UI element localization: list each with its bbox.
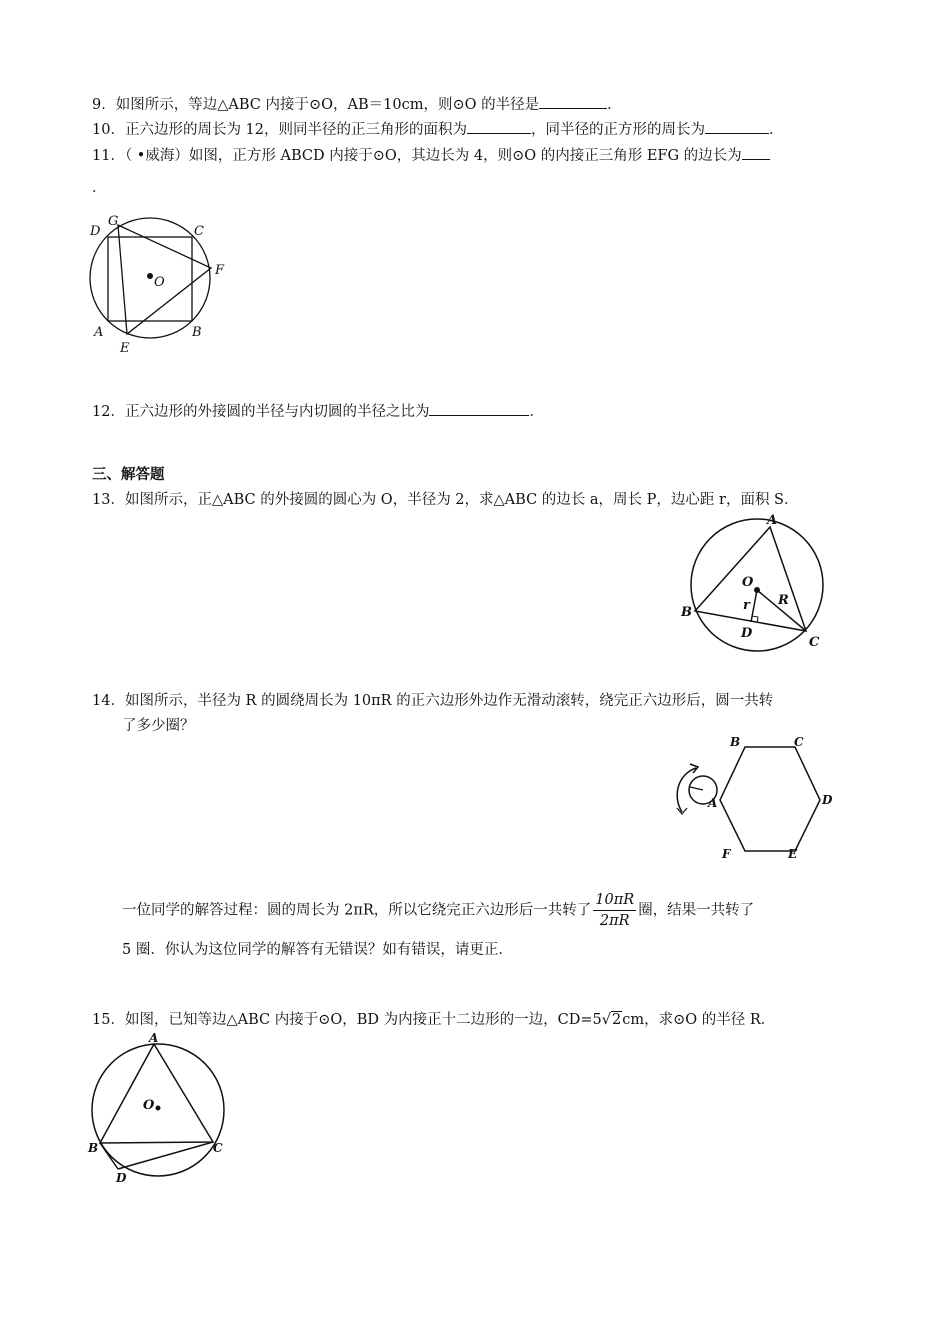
label-a: A (149, 1031, 159, 1045)
question-14-solution-cont: 5 圈．你认为这位同学的解答有无错误？如有错误，请更正． (122, 942, 513, 958)
label-a: A (708, 796, 718, 810)
question-14-cont: 了多少圈？ (122, 718, 195, 734)
label-a: A (767, 513, 778, 528)
fraction-denominator: 2πR (599, 913, 630, 929)
question-11 (92, 145, 770, 166)
label-b: B (88, 1141, 99, 1155)
center-point (754, 587, 760, 593)
period: ． (607, 97, 622, 113)
question-11-cont: ． (92, 180, 107, 196)
center-point (156, 1106, 161, 1111)
sqrt-symbol: √2 (601, 1012, 622, 1028)
figure-11 (80, 210, 240, 360)
segment-od (751, 590, 757, 622)
segment-bd (100, 1143, 118, 1169)
label-f: F (215, 263, 225, 278)
figure-14 (660, 730, 840, 865)
label-f: F (722, 847, 731, 861)
solution-text-post: 圈，结果一共转了 (638, 902, 755, 919)
answer-blank[interactable] (429, 401, 529, 416)
label-r-upper: R (778, 593, 789, 608)
figure-13 (675, 510, 835, 655)
question-15-text-post: cm，求⊙O 的半径 R． (622, 1012, 776, 1028)
solution-text: 一位同学的解答过程：圆的周长为 2πR，所以它绕完正六边形后一共转了 (122, 902, 592, 919)
label-c: C (794, 735, 804, 749)
label-c: C (194, 224, 204, 239)
answer-blank[interactable] (705, 119, 769, 134)
label-d: D (741, 626, 753, 641)
section-title: 三、解答题 (92, 466, 165, 483)
question-14-solution (122, 890, 754, 931)
label-e: E (120, 341, 130, 356)
segment-dc (118, 1142, 213, 1169)
radius-line (690, 787, 703, 790)
label-g: G (108, 214, 119, 229)
label-r-lower: r (743, 598, 750, 613)
question-10-mid: ，同半径的正方形的周长为 (531, 122, 706, 138)
fraction-numerator: 10πR (593, 890, 636, 911)
figure-15 (82, 1030, 242, 1190)
label-d: D (90, 224, 101, 239)
question-12-text: 12．正六边形的外接圆的半径与内切圆的半径之比为 (92, 404, 430, 420)
hexagon-abcdef (720, 747, 820, 851)
label-c: C (809, 635, 820, 650)
answer-blank[interactable] (539, 94, 607, 109)
label-e: E (788, 847, 798, 861)
label-b: B (730, 735, 741, 749)
center-point (147, 273, 153, 279)
fraction (593, 890, 636, 931)
period: ． (529, 404, 544, 420)
answer-blank[interactable] (467, 119, 531, 134)
question-11-text: 11．（ •威海）如图，正方形 ABCD 内接于⊙O，其边长为 4，则⊙O 的内接正三角形 EFG 的边长为 (92, 148, 742, 164)
question-9 (92, 94, 622, 115)
sqrt-radicand: 2 (611, 1012, 622, 1028)
question-12 (92, 401, 544, 422)
label-o: O (154, 275, 165, 290)
question-9-text: 9．如图所示，等边△ABC 内接于⊙O，AB＝10cm，则⊙O 的半径是 (92, 97, 540, 113)
period: ． (769, 122, 784, 138)
label-d: D (116, 1171, 127, 1185)
rotation-arrow (677, 768, 696, 812)
question-15-text: 15．如图，已知等边△ABC 内接于⊙O，BD 为内接正十二边形的一边，CD=5 (92, 1012, 602, 1028)
label-o: O (143, 1098, 155, 1113)
label-d: D (822, 793, 833, 807)
question-15 (92, 1010, 775, 1030)
question-14: 14．如图所示，半径为 R 的圆绕周长为 10πR 的正六边形外边作无滑动滚转，绕完正六边形后，圆一共转 (92, 693, 774, 709)
question-10 (92, 119, 784, 140)
answer-blank[interactable] (742, 145, 770, 160)
label-c: C (213, 1141, 223, 1155)
label-b: B (681, 605, 692, 620)
question-10-text: 10．正六边形的周长为 12，则同半径的正三角形的面积为 (92, 122, 468, 138)
question-13: 13．如图所示，正△ABC 的外接圆的圆心为 O，半径为 2，求△ABC 的边长 a，周长 P，边心距 r，面积 S． (92, 492, 799, 508)
label-o: O (742, 575, 754, 590)
label-b: B (192, 325, 202, 340)
label-a: A (94, 325, 104, 340)
